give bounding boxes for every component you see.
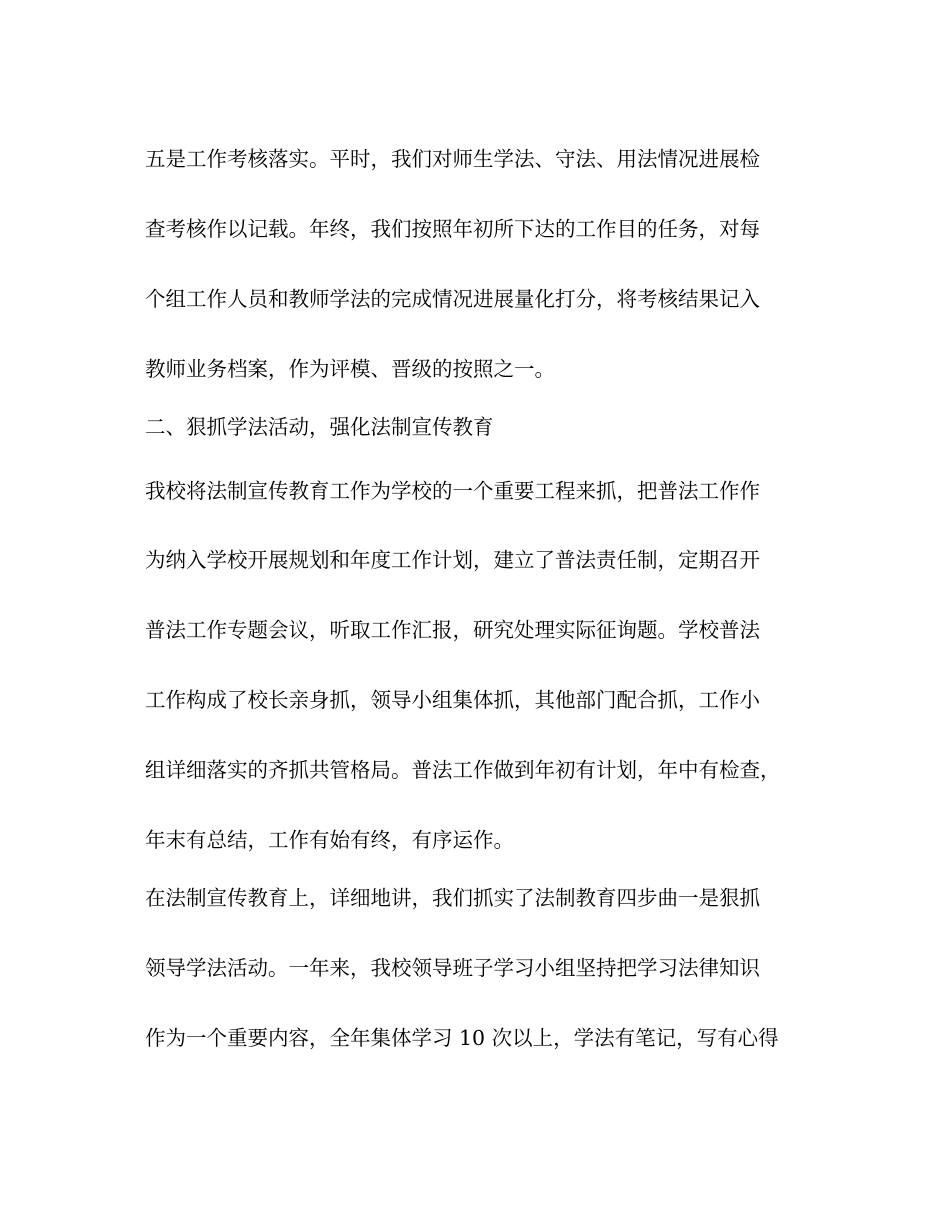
paragraph-2-line-3: 普法工作专题会议，听取工作汇报，研究处理实际征询题。学校普法 (145, 618, 760, 642)
paragraph-2-line-4: 工作构成了校长亲身抓，领导小组集体抓，其他部门配合抓，工作小 (145, 688, 760, 712)
paragraph-2-line-2: 为纳入学校开展规划和年度工作计划，建立了普法责任制，定期召开 (145, 548, 760, 572)
paragraph-3-line-3: 作为一个重要内容，全年集体学习 10 次以上，学法有笔记，写有心得 (145, 1026, 779, 1050)
paragraph-1-line-1: 五是工作考核落实。平时，我们对师生学法、守法、用法情况进展检 (145, 147, 760, 171)
paragraph-2-line-5: 组详细落实的齐抓共管格局。普法工作做到年初有计划，年中有检查， (145, 758, 781, 782)
paragraph-3-line-1: 在法制宣传教育上，详细地讲，我们抓实了法制教育四步曲一是狠抓 (145, 886, 760, 910)
paragraph-1-line-4: 教师业务档案，作为评模、晋级的按照之一。 (145, 357, 555, 381)
section-heading: 二、狠抓学法活动，强化法制宣传教育 (145, 415, 494, 439)
paragraph-1-line-2: 查考核作以记载。年终，我们按照年初所下达的工作目的任务，对每 (145, 217, 760, 241)
paragraph-1-line-3: 个组工作人员和教师学法的完成情况进展量化打分，将考核结果记入 (145, 287, 760, 311)
paragraph-2-line-6: 年末有总结，工作有始有终，有序运作。 (145, 828, 514, 852)
paragraph-3-line-2: 领导学法活动。一年来，我校领导班子学习小组坚持把学习法律知识 (145, 956, 760, 980)
paragraph-2-line-1: 我校将法制宣传教育工作为学校的一个重要工程来抓，把普法工作作 (145, 479, 760, 503)
